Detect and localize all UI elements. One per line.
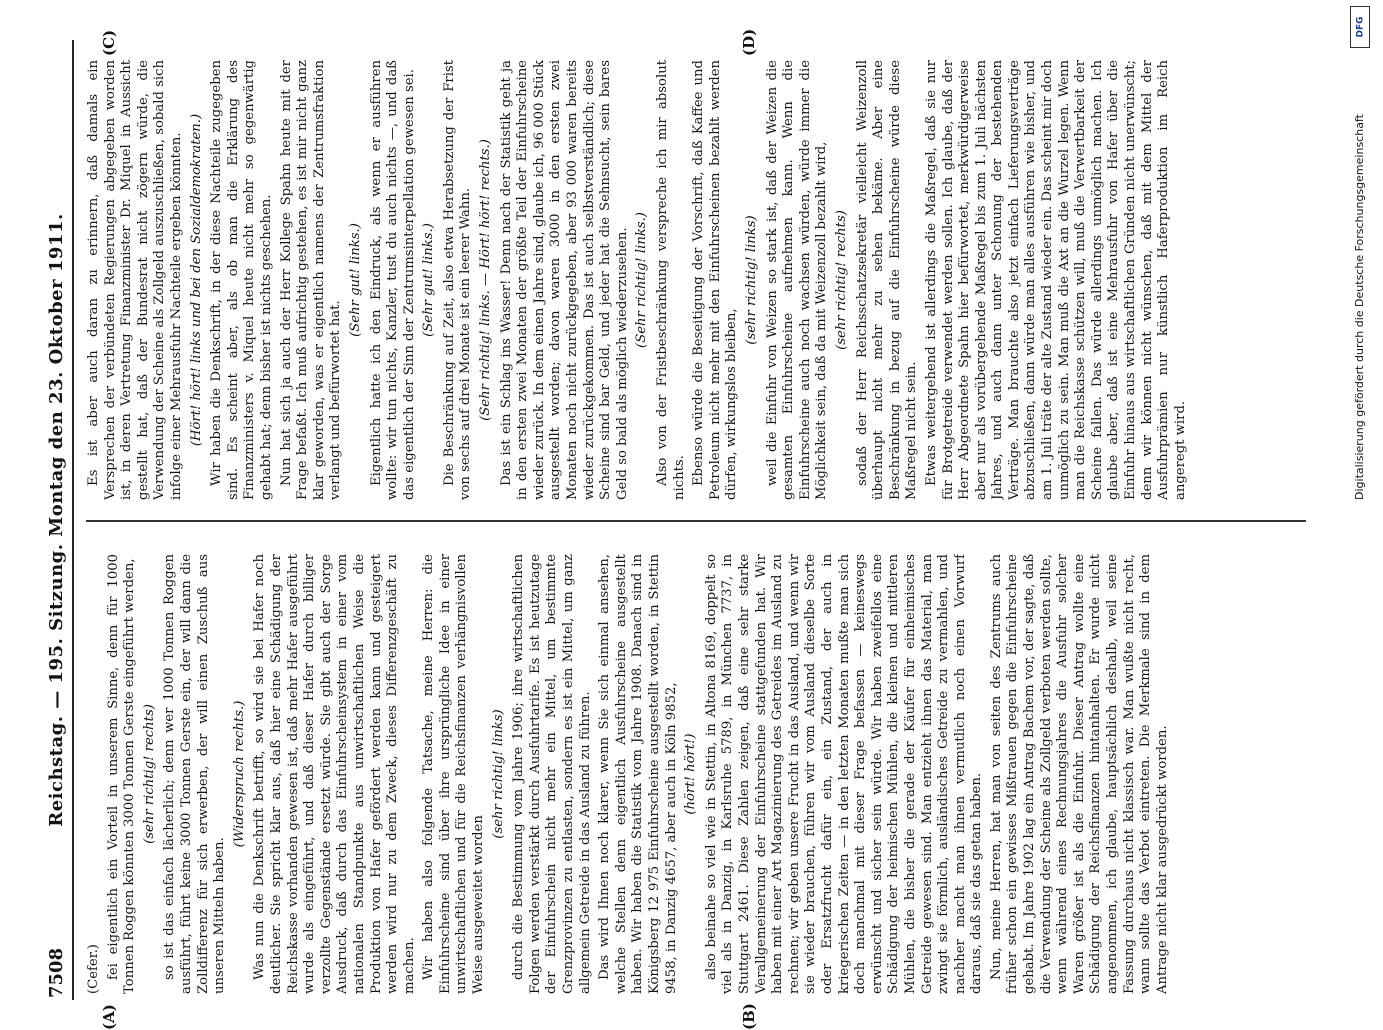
- document-page: [40, 28, 1340, 1030]
- paragraph: Nun, meine Herren, hat man von seiten des Zentrums auch früher schon ein gewisses Mißtrauen gegen die Einfuhrscheine gehabt. Im Jahre 1902 lag ein Antrag Bachem vor, der sagte, daß die Verwendung der Scheine als Zollgeld verboten werden sollte, wenn während eines Rechnungsjahres die Ausfuhr solcher Waren größer ist als die Einfuhr. Dieser Antrag wollte eine Schädigung der Reichsfinanzen hintanhalten. Er wurde nicht angenommen, ich glaube, hauptsächlich deshalb, weil seine Fassung durchaus nicht klassisch war. Man wußte nicht recht, wann sollte das Verbot eintreten. Die Merkmale sind in dem Antrage nicht klar ausgedrückt worden.: [988, 554, 1170, 994]
- margin-marker-d: (D): [740, 28, 758, 56]
- paragraph: Die Beschränkung auf Zeit, also etwa Herabsetzung der Frist von sechs auf drei Monate ist ein leerer Wahn.: [441, 60, 474, 500]
- left-paragraphs: [106, 554, 1172, 994]
- digitization-credit: Digitalisierung gefördert durch die Deutsche Forschungsgemeinschaft: [1353, 114, 1366, 500]
- paragraph: Etwas weitergehend ist allerdings die Maßregel, daß sie nur für Brotgetreide verwendet werden sollen. Ich glaube, daß der Herr Abgeordnete Spahn hier befürwortet, merkwürdigerweise aber nur als vorübergehende Maßregel bis zum 1. Juli nächsten Jahres, und auch dann unter Schonung der bestehenden Verträge. Man brauchte also jetzt einfach Lieferungsverträge abzuschließen, dann würde man alles ausführen wie bisher, und am 1. Juli träte der alte Zustand wieder ein. Das scheint mir doch unmöglich zu sein. Man muß die Axt an die Wurzel legen. Wenn man die Reichskasse schützen will, muß die Verwertbarkeit der Scheine fallen. Das würde allerdings unmöglich machen. Ich glaube aber, daß ist eine Mehrausfuhr von Hafer über die Einfuhr hinaus aus wirtschaftlichen Gründen nicht unerwünscht; denn wir können nicht wünschen, daß mit dem Mittel der Ausfuhrprämien nur künstlich Haferproduktion im Reich angeregt wird.: [923, 60, 1188, 500]
- right-paragraphs: [86, 60, 1189, 500]
- left-column: [86, 554, 1326, 994]
- paragraph: Nun hat sich ja auch der Herr Kollege Spahn heute mit der Frage befaßt. Ich muß aufrichtig gestehen, es ist mir nicht ganz klar geworden, was er eigentlich namens der Zentrumsfraktion verlangt und befürwortet hat.: [278, 60, 344, 500]
- margin-marker-b: (B): [740, 1003, 758, 1030]
- paragraph: Also von der Fristbeschränkung verspreche ich mir absolut nichts.: [655, 60, 687, 500]
- column-divider: [86, 520, 1306, 522]
- paragraph: so ist das einfach lächerlich; denn wer 1000 Tonnen Roggen ausführt, führt keine 3000 Tonnen Gerste ein, der will dann die Zolldifferenz für sich erwerben, der will einen Zuschuß aus unseren Mitteln haben.: [162, 554, 228, 994]
- paragraph: (Hört! hört! links und bei den Sozialdemokraten.): [188, 113, 204, 447]
- margin-marker-c: (C): [100, 29, 118, 56]
- paragraph: (Sehr richtig! links.): [634, 212, 650, 348]
- paragraph: (hört! hört!): [683, 733, 699, 815]
- paragraph: also beinahe so viel wie in Stettin, in Altona 8169, doppelt so viel als in Danzig, in Karlsruhe 5789, in München 7737, in Stuttgart 2461. Diese Zahlen zeigen, daß eine sehr starke Verallgemeinerung der Einfuhrscheine stattgefunden hat. Wir haben mit einer Art Magazinierung des Getreides im Ausland zu rechnen; wir geben unsere Frucht in das Ausland, und wenn wir sie wieder brauchen, führen wir vom Ausland dieselbe Sorte oder Ersatzfrucht dafür ein, ein Zustand, der auch in kriegerischen Zeiten — in den letzten Monaten mußte man sich doch manchmal mit dieser Frage befassen — keineswegs erwünscht und sicher sein würde. Wir haben zweifellos eine Schädigung der heimischen Mühlen, die kleinen und mittleren Mühlen, die bisher die gerade der Käufer für einheimisches Getreide gewesen sind. Man entzieht ihnen das Material, man zwingt sie förmlich, ausländisches Getreide zu vermahlen, und nachher macht man ihnen vermutlich noch einen Vorwurf daraus, daß sie das getan haben.: [703, 554, 985, 994]
- paragraph: (sehr richtig! rechts): [141, 704, 157, 844]
- paragraph: (sehr richtig! rechts): [833, 210, 849, 350]
- dfg-logo-text: DFG: [1355, 16, 1366, 38]
- paragraph: Ebenso würde die Beseitigung der Vorschrift, daß Kaffee und Petroleum nicht mehr mit den Einfuhrscheinen bezahlt werden dürfen, wirkungslos bleiben,: [691, 60, 740, 500]
- page-number: 7508: [46, 947, 67, 998]
- paragraph: Das ist ein Schlag ins Wasser! Denn nach der Statistik geht ja in den ersten zwei Monaten der größte Teil der Einfuhrscheine wieder zurück. In dem einen Jahre sind, glaube ich, 96 000 Stück ausgestellt worden; davon waren 3000 in den ersten zwei Monaten noch nicht zurückgegeben, aber 93 000 waren bereits wieder zurückgekommen. Das ist auch selbstverständlich; diese Scheine sind bar Geld, und jeder hat die Sehnsucht, sein bares Geld so bald als möglich wiederzusehen.: [498, 60, 630, 500]
- paragraph: (Sehr gut! links.): [347, 223, 363, 337]
- paragraph: (Sehr richtig! links. — Hört! hört! rechts.): [478, 139, 494, 421]
- paragraph: fei eigentlich ein Vorteil in unserem Sinne, denn für 1000 Tonnen Roggen könnten 3000 Tonnen Gerste eingeführt werden,: [105, 554, 138, 994]
- running-title: Reichstag. — 195. Sitzung. Montag den 23. Oktober 1911.: [46, 213, 67, 827]
- paragraph: (sehr richtig! links): [743, 215, 759, 345]
- paragraph: Wir haben also folgende Tatsache, meine Herren: die Einfuhrscheine sind über ihre ursprüngliche Idee in einer unwirtschaftlichen und für die Reichsfinanzen verhängnisvollen Weise ausgeweitet worden: [421, 554, 487, 994]
- paragraph: Was nun die Denkschrift betrifft, so wird sie bei Hafer noch deutlicher. Sie spricht klar aus, daß hier eine Schädigung der Reichskasse vorhanden gewesen ist, daß mehr Hafer ausgeführt wurde als eingeführt, und daß dieser Hafer durch billiger verzollte Gegenstände ersetzt würde. Sie gibt auch der Sorge Ausdruck, daß durch das Einfuhrscheinsystem in einer vom nationalen Standpunkte aus unwirtschaftlichen Weise die Produktion von Hafer gefördert werden kann und gesteigert werden wird nur zu dem Zweck, dieses Differenzgeschäft zu machen.: [252, 554, 417, 994]
- paragraph: Eigentlich hatte ich den Eindruck, als wenn er ausführen wollte: wir tun nichts, Kanzler, tust du auch nichts —, und daß das eigentlich der Sinn der Zentrumsinterpellation gewesen sei.: [368, 60, 417, 500]
- paragraph: (sehr richtig! links): [490, 709, 506, 839]
- paragraph: weil die Einfuhr von Weizen so stark ist, daß der Weizen die gesamten Einfuhrscheine aufnehmen kann. Wenn die Einfuhrscheine auch noch wachsen würden, würde immer die Möglichkeit sein, daß da mit Weizenzoll bezahlt wird,: [764, 60, 830, 500]
- header-rule: [72, 40, 74, 1000]
- paragraph: sodaß der Herr Reichsschatzsekretär vielleicht Weizenzoll überhaupt nicht mehr zu sehen bekäme. Aber eine Beschränkung in bezug auf die Einfuhrscheine würde diese Maßregel nicht sein.: [854, 60, 920, 500]
- paragraph: (Widerspruch rechts.): [231, 700, 247, 848]
- paragraph: durch die Bestimmung vom Jahre 1906; ihre wirtschaftlichen Folgen werden verstärkt durch Ausfuhrtarife. Es ist heutzutage der Einfuhrschein nicht mehr ein Mittel, um bestimmte Grenzprovinzen zu entlasten, sondern es ist ein Mittel, um ganz allgemein Getreide in das Ausland zu führen.: [511, 554, 593, 994]
- speaker-label: (Cefer.): [86, 944, 101, 994]
- right-column: [86, 60, 1326, 500]
- margin-marker-a: (A): [100, 1004, 118, 1030]
- paragraph: (Sehr gut! links.): [421, 223, 437, 337]
- paragraph: Das wird Ihnen noch klarer, wenn Sie sich einmal ansehen, welche Stellen denn eigentlich Ausfuhrscheine ausgestellt haben. Wir haben die Statistik vom Jahre 1908. Danach sind in Königsberg 12 975 Einfuhrscheine ausgestellt worden, in Stettin 9458, in Danzig 4657, aber auch in Köln 9852,: [597, 554, 679, 994]
- dfg-logo: [1350, 6, 1370, 48]
- page-header: [40, 40, 84, 1000]
- paragraph: Es ist aber auch daran zu erinnern, daß damals ein Versprechen der verbündeten Regierungen abgegeben worden ist, in deren Vertretung Finanzminister Dr. Miquel in Aussicht gestellt hat, daß der Bundesrat nicht zögern würde, die Verwendung der Scheine als Zollgeld auszuschließen, sobald sich infolge einer Mehrausfuhr Nachteile ergeben könnten.: [86, 60, 184, 500]
- paragraph: Wir haben die Denkschrift, in der diese Nachteile zugegeben sind. Es scheint aber, als ob man die Erklärung des Finanzministers v. Miquel heute nicht mehr so gegenwärtig gehabt hat; denn bisher ist nichts geschehen.: [209, 60, 274, 500]
